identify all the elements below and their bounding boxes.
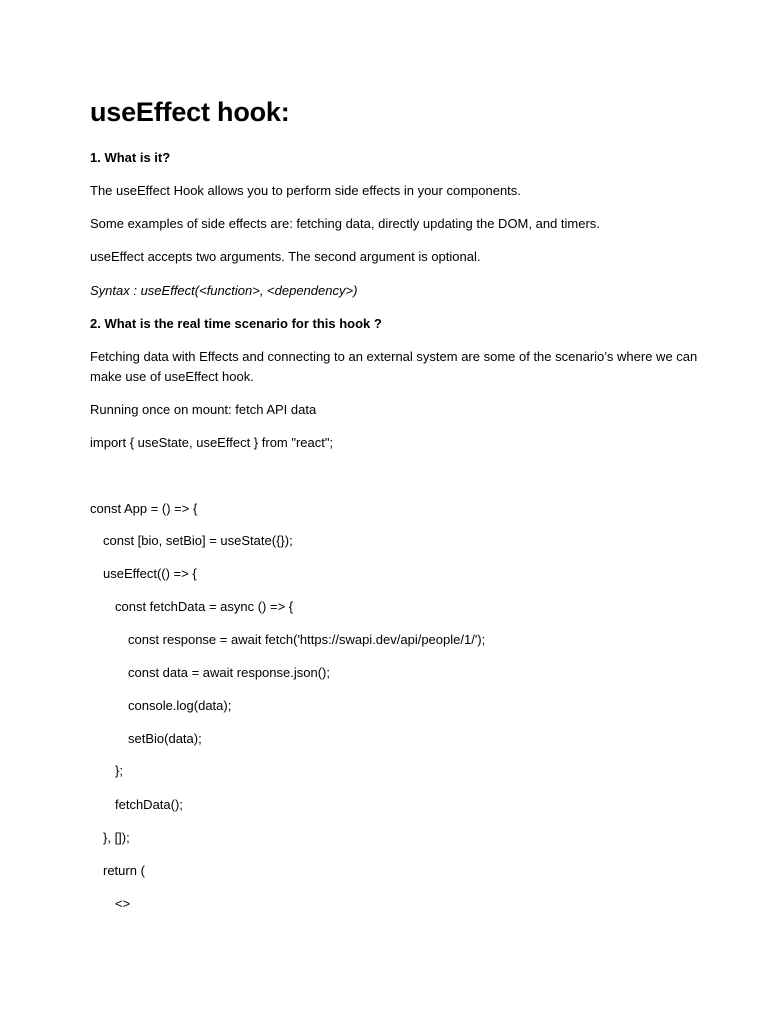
document-title: useEffect hook:	[90, 97, 290, 127]
code-line: console.log(data);	[128, 698, 232, 713]
code-line: <>	[115, 896, 131, 911]
code-line: return (	[103, 863, 145, 878]
code-line: };	[115, 763, 123, 778]
section-heading-what-is-it: 1. What is it?	[90, 150, 171, 165]
code-line: setBio(data);	[128, 731, 202, 746]
section-heading-real-time-scenario: 2. What is the real time scenario for this hook ?	[90, 316, 382, 331]
code-line: const fetchData = async () => {	[115, 599, 294, 614]
code-line: useEffect(() => {	[103, 566, 197, 581]
code-line: }, []);	[103, 830, 130, 845]
code-line: const response = await fetch('https://swapi.dev/api/people/1/');	[128, 632, 486, 647]
code-line: import { useState, useEffect } from "react";	[90, 435, 334, 450]
paragraph-line: make use of useEffect hook.	[90, 369, 254, 384]
code-line: const data = await response.json();	[128, 665, 330, 680]
paragraph: Running once on mount: fetch API data	[90, 402, 317, 417]
syntax-line: Syntax : useEffect(<function>, <dependency>)	[90, 283, 358, 298]
paragraph: Some examples of side effects are: fetching data, directly updating the DOM, and timers.	[90, 216, 600, 231]
paragraph: useEffect accepts two arguments. The second argument is optional.	[90, 249, 481, 264]
paragraph-line: Fetching data with Effects and connecting to an external system are some of the scenario’s where we can	[90, 349, 698, 364]
code-line: fetchData();	[115, 797, 183, 812]
code-line: const App = () => {	[90, 501, 198, 516]
code-line: const [bio, setBio] = useState({});	[103, 533, 293, 548]
paragraph: The useEffect Hook allows you to perform side effects in your components.	[90, 183, 521, 198]
